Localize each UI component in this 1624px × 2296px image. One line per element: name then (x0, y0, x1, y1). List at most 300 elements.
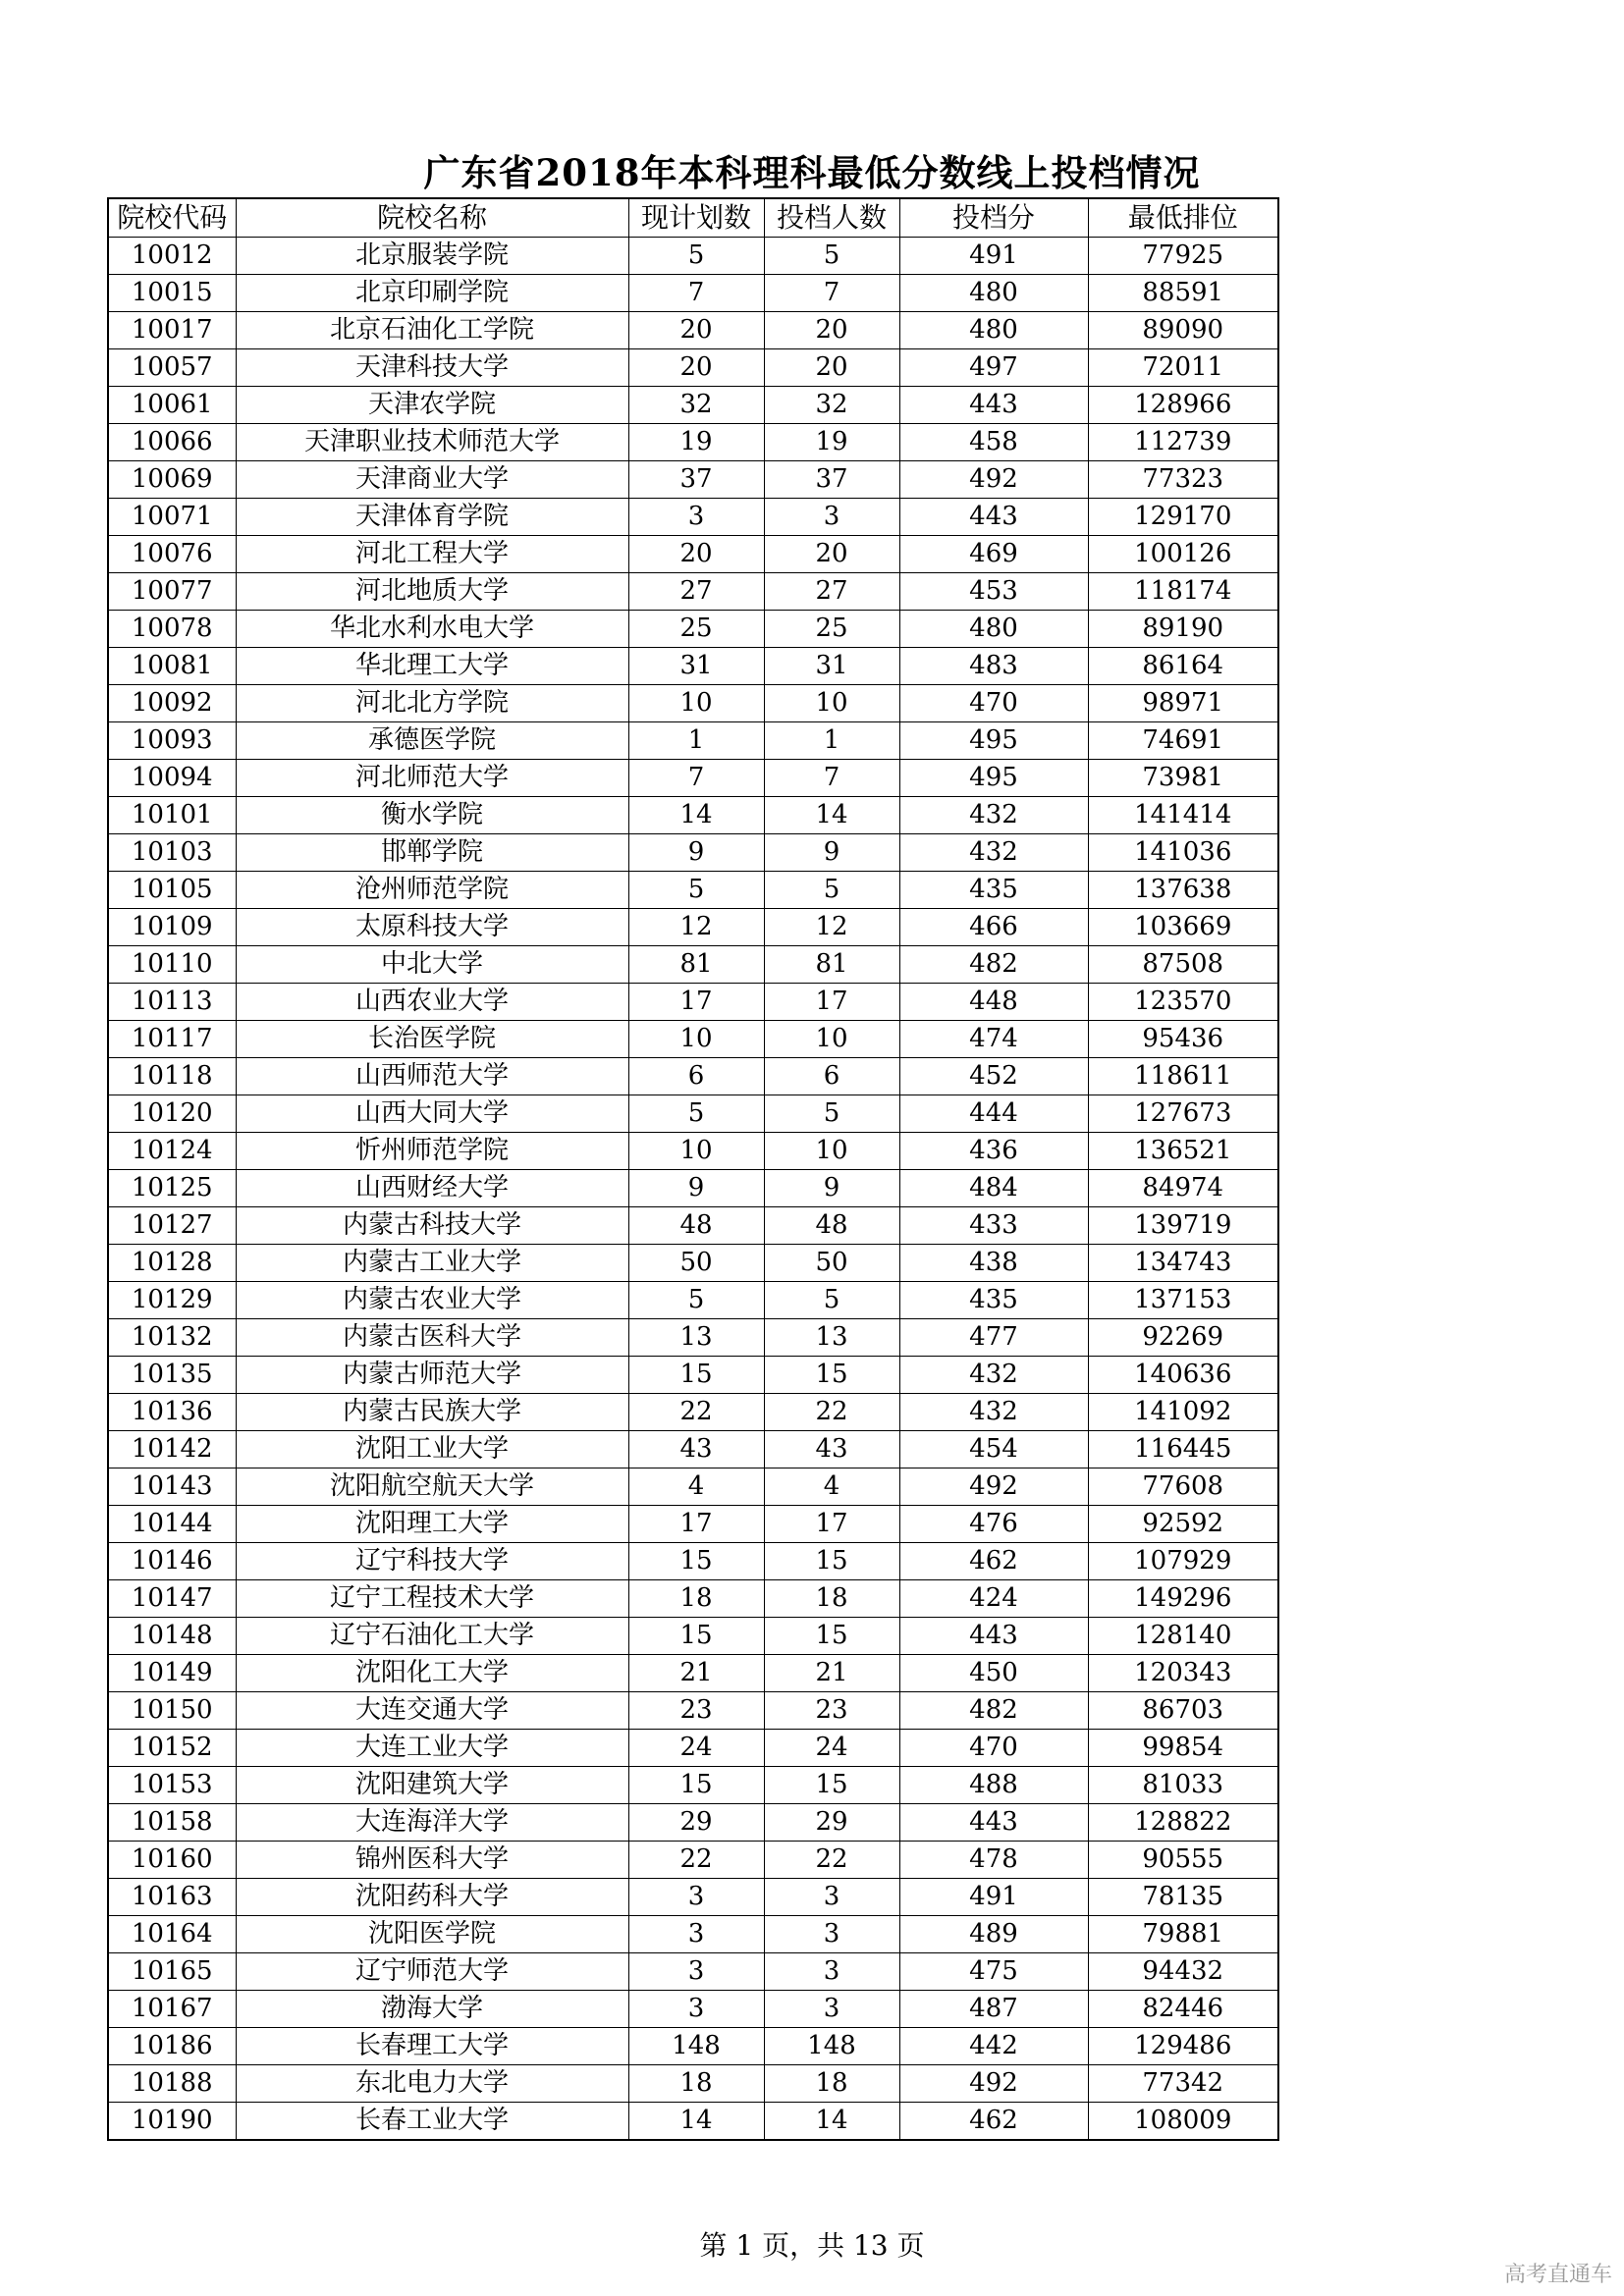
cell-school-name: 北京石油化工学院 (236, 312, 628, 349)
cell-admitted-count: 12 (764, 909, 899, 946)
cell-lowest-rank: 107929 (1088, 1543, 1278, 1580)
table-row (108, 1319, 1278, 1357)
cell-school-code: 10142 (108, 1431, 236, 1468)
cell-cutoff-score: 469 (899, 536, 1088, 573)
cell-admitted-count: 23 (764, 1692, 899, 1730)
cell-admitted-count: 43 (764, 1431, 899, 1468)
cell-admitted-count: 15 (764, 1767, 899, 1804)
cell-school-name: 华北水利水电大学 (236, 611, 628, 648)
cell-admitted-count: 5 (764, 1095, 899, 1133)
cell-school-name: 内蒙古师范大学 (236, 1357, 628, 1394)
cell-admitted-count: 22 (764, 1842, 899, 1879)
cell-school-code: 10061 (108, 387, 236, 424)
cell-cutoff-score: 435 (899, 872, 1088, 909)
cell-school-code: 10148 (108, 1618, 236, 1655)
cell-lowest-rank: 98971 (1088, 685, 1278, 722)
cell-plan-count: 3 (628, 499, 764, 536)
cell-lowest-rank: 77608 (1088, 1468, 1278, 1506)
cell-cutoff-score: 470 (899, 1730, 1088, 1767)
cell-cutoff-score: 478 (899, 1842, 1088, 1879)
table-row (108, 872, 1278, 909)
cell-cutoff-score: 443 (899, 387, 1088, 424)
cell-plan-count: 37 (628, 461, 764, 499)
cell-plan-count: 25 (628, 611, 764, 648)
table-row (108, 2065, 1278, 2103)
cell-cutoff-score: 480 (899, 611, 1088, 648)
table-row (108, 573, 1278, 611)
cell-plan-count: 15 (628, 1767, 764, 1804)
cell-plan-count: 14 (628, 2103, 764, 2141)
table-row (108, 238, 1278, 275)
cell-cutoff-score: 454 (899, 1431, 1088, 1468)
table-row (108, 1282, 1278, 1319)
cell-cutoff-score: 443 (899, 1618, 1088, 1655)
cell-lowest-rank: 127673 (1088, 1095, 1278, 1133)
cell-lowest-rank: 129486 (1088, 2028, 1278, 2065)
cell-plan-count: 3 (628, 1953, 764, 1991)
cell-admitted-count: 81 (764, 946, 899, 984)
cell-school-name: 大连交通大学 (236, 1692, 628, 1730)
cell-admitted-count: 24 (764, 1730, 899, 1767)
cell-cutoff-score: 492 (899, 461, 1088, 499)
cell-lowest-rank: 79881 (1088, 1916, 1278, 1953)
table-row (108, 1655, 1278, 1692)
cell-school-code: 10158 (108, 1804, 236, 1842)
cell-admitted-count: 7 (764, 760, 899, 797)
cell-cutoff-score: 436 (899, 1133, 1088, 1170)
cell-school-code: 10190 (108, 2103, 236, 2141)
cell-school-code: 10125 (108, 1170, 236, 1207)
table-row (108, 722, 1278, 760)
table-row (108, 984, 1278, 1021)
cell-cutoff-score: 443 (899, 499, 1088, 536)
cell-school-code: 10093 (108, 722, 236, 760)
cell-lowest-rank: 116445 (1088, 1431, 1278, 1468)
cell-school-code: 10105 (108, 872, 236, 909)
table-row (108, 946, 1278, 984)
cell-school-code: 10110 (108, 946, 236, 984)
cell-school-code: 10069 (108, 461, 236, 499)
cell-school-code: 10066 (108, 424, 236, 461)
cell-school-code: 10163 (108, 1879, 236, 1916)
cell-school-code: 10012 (108, 238, 236, 275)
header-school-name: 院校名称 (236, 198, 628, 238)
cell-plan-count: 5 (628, 1095, 764, 1133)
table-row (108, 349, 1278, 387)
cell-school-code: 10152 (108, 1730, 236, 1767)
cell-school-name: 大连工业大学 (236, 1730, 628, 1767)
cell-lowest-rank: 136521 (1088, 1133, 1278, 1170)
cell-lowest-rank: 88591 (1088, 275, 1278, 312)
cell-school-code: 10132 (108, 1319, 236, 1357)
cell-admitted-count: 48 (764, 1207, 899, 1245)
cell-school-name: 河北地质大学 (236, 573, 628, 611)
cell-admitted-count: 15 (764, 1543, 899, 1580)
cell-admitted-count: 1 (764, 722, 899, 760)
cell-plan-count: 10 (628, 1021, 764, 1058)
cell-plan-count: 31 (628, 648, 764, 685)
cell-plan-count: 81 (628, 946, 764, 984)
cell-lowest-rank: 118611 (1088, 1058, 1278, 1095)
cell-lowest-rank: 90555 (1088, 1842, 1278, 1879)
cell-school-code: 10094 (108, 760, 236, 797)
table-header-row (108, 198, 1278, 238)
cell-school-name: 河北北方学院 (236, 685, 628, 722)
cell-school-name: 长春理工大学 (236, 2028, 628, 2065)
cell-plan-count: 3 (628, 1916, 764, 1953)
cell-plan-count: 19 (628, 424, 764, 461)
cell-cutoff-score: 488 (899, 1767, 1088, 1804)
cell-plan-count: 7 (628, 275, 764, 312)
cell-admitted-count: 9 (764, 1170, 899, 1207)
cell-school-name: 山西财经大学 (236, 1170, 628, 1207)
table-row (108, 275, 1278, 312)
cell-cutoff-score: 474 (899, 1021, 1088, 1058)
cell-school-code: 10120 (108, 1095, 236, 1133)
table-row (108, 685, 1278, 722)
cell-plan-count: 7 (628, 760, 764, 797)
table-row (108, 1804, 1278, 1842)
cell-school-name: 天津科技大学 (236, 349, 628, 387)
cell-cutoff-score: 487 (899, 1991, 1088, 2028)
cell-admitted-count: 148 (764, 2028, 899, 2065)
cell-admitted-count: 22 (764, 1394, 899, 1431)
cell-lowest-rank: 99854 (1088, 1730, 1278, 1767)
cell-school-name: 辽宁科技大学 (236, 1543, 628, 1580)
cell-school-code: 10143 (108, 1468, 236, 1506)
cell-school-code: 10071 (108, 499, 236, 536)
cell-school-name: 沈阳化工大学 (236, 1655, 628, 1692)
cell-cutoff-score: 442 (899, 2028, 1088, 2065)
cell-school-code: 10078 (108, 611, 236, 648)
cell-plan-count: 1 (628, 722, 764, 760)
cell-plan-count: 20 (628, 312, 764, 349)
cell-school-name: 沈阳药科大学 (236, 1879, 628, 1916)
cell-school-code: 10186 (108, 2028, 236, 2065)
cell-cutoff-score: 432 (899, 1394, 1088, 1431)
table-row (108, 1170, 1278, 1207)
cell-lowest-rank: 141036 (1088, 834, 1278, 872)
cell-admitted-count: 4 (764, 1468, 899, 1506)
table-row (108, 1133, 1278, 1170)
cell-school-code: 10057 (108, 349, 236, 387)
cell-school-name: 沈阳医学院 (236, 1916, 628, 1953)
cell-school-name: 内蒙古工业大学 (236, 1245, 628, 1282)
cell-lowest-rank: 87508 (1088, 946, 1278, 984)
cell-plan-count: 22 (628, 1394, 764, 1431)
cell-lowest-rank: 92592 (1088, 1506, 1278, 1543)
table-row (108, 1506, 1278, 1543)
cell-cutoff-score: 491 (899, 1879, 1088, 1916)
cell-plan-count: 12 (628, 909, 764, 946)
cell-lowest-rank: 149296 (1088, 1580, 1278, 1618)
cell-lowest-rank: 89190 (1088, 611, 1278, 648)
cell-cutoff-score: 433 (899, 1207, 1088, 1245)
cell-lowest-rank: 92269 (1088, 1319, 1278, 1357)
cell-plan-count: 5 (628, 238, 764, 275)
watermark-text: 高考直通车 (1503, 2263, 1612, 2287)
cell-admitted-count: 9 (764, 834, 899, 872)
cell-school-code: 10167 (108, 1991, 236, 2028)
cell-cutoff-score: 495 (899, 722, 1088, 760)
cell-plan-count: 18 (628, 2065, 764, 2103)
cell-plan-count: 9 (628, 834, 764, 872)
cell-school-name: 内蒙古民族大学 (236, 1394, 628, 1431)
cell-school-code: 10081 (108, 648, 236, 685)
cell-cutoff-score: 444 (899, 1095, 1088, 1133)
cell-school-code: 10160 (108, 1842, 236, 1879)
table-row (108, 797, 1278, 834)
cell-school-code: 10164 (108, 1916, 236, 1953)
cell-cutoff-score: 435 (899, 1282, 1088, 1319)
table-row (108, 1468, 1278, 1506)
cell-admitted-count: 18 (764, 1580, 899, 1618)
cell-school-code: 10017 (108, 312, 236, 349)
cell-admitted-count: 20 (764, 349, 899, 387)
cell-admitted-count: 31 (764, 648, 899, 685)
table-row (108, 909, 1278, 946)
cell-cutoff-score: 458 (899, 424, 1088, 461)
table-row (108, 1245, 1278, 1282)
cell-school-name: 辽宁师范大学 (236, 1953, 628, 1991)
cell-school-name: 内蒙古科技大学 (236, 1207, 628, 1245)
cell-plan-count: 29 (628, 1804, 764, 1842)
cell-lowest-rank: 82446 (1088, 1991, 1278, 2028)
cell-cutoff-score: 482 (899, 946, 1088, 984)
table-row (108, 2103, 1278, 2141)
header-cutoff-score: 投档分 (899, 198, 1088, 238)
cell-school-name: 忻州师范学院 (236, 1133, 628, 1170)
cell-plan-count: 15 (628, 1618, 764, 1655)
cell-school-code: 10076 (108, 536, 236, 573)
cell-lowest-rank: 86164 (1088, 648, 1278, 685)
cell-plan-count: 10 (628, 1133, 764, 1170)
cell-plan-count: 4 (628, 1468, 764, 1506)
cell-plan-count: 3 (628, 1879, 764, 1916)
table-row (108, 1580, 1278, 1618)
cell-plan-count: 24 (628, 1730, 764, 1767)
cell-plan-count: 21 (628, 1655, 764, 1692)
cell-school-code: 10113 (108, 984, 236, 1021)
cell-lowest-rank: 128822 (1088, 1804, 1278, 1842)
cell-school-name: 内蒙古医科大学 (236, 1319, 628, 1357)
cell-lowest-rank: 73981 (1088, 760, 1278, 797)
cell-cutoff-score: 453 (899, 573, 1088, 611)
cell-admitted-count: 10 (764, 1133, 899, 1170)
cell-school-name: 太原科技大学 (236, 909, 628, 946)
cell-cutoff-score: 492 (899, 1468, 1088, 1506)
cell-lowest-rank: 134743 (1088, 1245, 1278, 1282)
cell-lowest-rank: 100126 (1088, 536, 1278, 573)
table-row (108, 1095, 1278, 1133)
cell-lowest-rank: 89090 (1088, 312, 1278, 349)
header-admitted-count: 投档人数 (764, 198, 899, 238)
cell-school-code: 10103 (108, 834, 236, 872)
table-row (108, 1058, 1278, 1095)
cell-lowest-rank: 129170 (1088, 499, 1278, 536)
cell-school-code: 10127 (108, 1207, 236, 1245)
table-row (108, 1991, 1278, 2028)
cell-admitted-count: 20 (764, 536, 899, 573)
cell-lowest-rank: 137638 (1088, 872, 1278, 909)
cell-cutoff-score: 424 (899, 1580, 1088, 1618)
cell-admitted-count: 3 (764, 1991, 899, 2028)
cell-cutoff-score: 448 (899, 984, 1088, 1021)
cell-school-name: 渤海大学 (236, 1991, 628, 2028)
cell-lowest-rank: 128140 (1088, 1618, 1278, 1655)
cell-cutoff-score: 450 (899, 1655, 1088, 1692)
header-plan-count: 现计划数 (628, 198, 764, 238)
cell-admitted-count: 3 (764, 1879, 899, 1916)
cell-plan-count: 10 (628, 685, 764, 722)
cell-plan-count: 13 (628, 1319, 764, 1357)
header-lowest-rank: 最低排位 (1088, 198, 1278, 238)
cell-school-code: 10077 (108, 573, 236, 611)
cell-lowest-rank: 140636 (1088, 1357, 1278, 1394)
cell-plan-count: 32 (628, 387, 764, 424)
cell-school-code: 10147 (108, 1580, 236, 1618)
cell-admitted-count: 10 (764, 1021, 899, 1058)
cell-school-code: 10092 (108, 685, 236, 722)
cell-cutoff-score: 452 (899, 1058, 1088, 1095)
cell-cutoff-score: 480 (899, 312, 1088, 349)
cell-lowest-rank: 141414 (1088, 797, 1278, 834)
cell-school-name: 沧州师范学院 (236, 872, 628, 909)
cell-school-name: 北京印刷学院 (236, 275, 628, 312)
cell-lowest-rank: 139719 (1088, 1207, 1278, 1245)
cell-plan-count: 50 (628, 1245, 764, 1282)
cell-school-code: 10118 (108, 1058, 236, 1095)
cell-lowest-rank: 141092 (1088, 1394, 1278, 1431)
cell-school-name: 东北电力大学 (236, 2065, 628, 2103)
cell-plan-count: 17 (628, 1506, 764, 1543)
cell-school-name: 沈阳工业大学 (236, 1431, 628, 1468)
cell-lowest-rank: 128966 (1088, 387, 1278, 424)
cell-admitted-count: 32 (764, 387, 899, 424)
table-row (108, 611, 1278, 648)
cell-plan-count: 5 (628, 1282, 764, 1319)
table-row (108, 760, 1278, 797)
cell-plan-count: 27 (628, 573, 764, 611)
cell-lowest-rank: 74691 (1088, 722, 1278, 760)
table-row (108, 461, 1278, 499)
cell-lowest-rank: 120343 (1088, 1655, 1278, 1692)
cell-school-code: 10129 (108, 1282, 236, 1319)
cell-admitted-count: 17 (764, 984, 899, 1021)
cell-cutoff-score: 438 (899, 1245, 1088, 1282)
cell-lowest-rank: 78135 (1088, 1879, 1278, 1916)
table-row (108, 387, 1278, 424)
cell-school-name: 河北师范大学 (236, 760, 628, 797)
cell-school-name: 河北工程大学 (236, 536, 628, 573)
cell-admitted-count: 37 (764, 461, 899, 499)
cell-school-name: 北京服装学院 (236, 238, 628, 275)
table-row (108, 1021, 1278, 1058)
cell-admitted-count: 6 (764, 1058, 899, 1095)
table-row (108, 1618, 1278, 1655)
cell-plan-count: 48 (628, 1207, 764, 1245)
cell-admitted-count: 10 (764, 685, 899, 722)
cell-cutoff-score: 470 (899, 685, 1088, 722)
cell-school-code: 10150 (108, 1692, 236, 1730)
cell-cutoff-score: 432 (899, 797, 1088, 834)
cell-admitted-count: 3 (764, 1953, 899, 1991)
cell-school-code: 10144 (108, 1506, 236, 1543)
cell-plan-count: 15 (628, 1357, 764, 1394)
cell-school-code: 10149 (108, 1655, 236, 1692)
cell-school-name: 沈阳航空航天大学 (236, 1468, 628, 1506)
cell-admitted-count: 13 (764, 1319, 899, 1357)
cell-school-code: 10101 (108, 797, 236, 834)
table-row (108, 424, 1278, 461)
cell-plan-count: 5 (628, 872, 764, 909)
cell-cutoff-score: 489 (899, 1916, 1088, 1953)
cell-school-name: 沈阳建筑大学 (236, 1767, 628, 1804)
cell-school-name: 中北大学 (236, 946, 628, 984)
cell-school-name: 天津农学院 (236, 387, 628, 424)
cell-plan-count: 20 (628, 349, 764, 387)
cell-cutoff-score: 495 (899, 760, 1088, 797)
cell-plan-count: 9 (628, 1170, 764, 1207)
cell-admitted-count: 29 (764, 1804, 899, 1842)
cell-school-name: 长春工业大学 (236, 2103, 628, 2141)
cell-school-name: 山西师范大学 (236, 1058, 628, 1095)
cell-school-name: 邯郸学院 (236, 834, 628, 872)
cell-school-code: 10128 (108, 1245, 236, 1282)
table-row (108, 1543, 1278, 1580)
cell-school-name: 天津商业大学 (236, 461, 628, 499)
cell-admitted-count: 5 (764, 238, 899, 275)
cell-cutoff-score: 492 (899, 2065, 1088, 2103)
cell-lowest-rank: 77342 (1088, 2065, 1278, 2103)
cell-lowest-rank: 86703 (1088, 1692, 1278, 1730)
table-row (108, 1842, 1278, 1879)
cell-lowest-rank: 118174 (1088, 573, 1278, 611)
cell-lowest-rank: 81033 (1088, 1767, 1278, 1804)
cell-school-name: 山西农业大学 (236, 984, 628, 1021)
cell-school-name: 衡水学院 (236, 797, 628, 834)
cell-school-code: 10153 (108, 1767, 236, 1804)
cell-admitted-count: 3 (764, 499, 899, 536)
cell-cutoff-score: 462 (899, 1543, 1088, 1580)
cell-admitted-count: 19 (764, 424, 899, 461)
cell-school-code: 10165 (108, 1953, 236, 1991)
cell-lowest-rank: 108009 (1088, 2103, 1278, 2141)
cell-cutoff-score: 475 (899, 1953, 1088, 1991)
cell-plan-count: 17 (628, 984, 764, 1021)
page-title: 广东省2018年本科理科最低分数线上投档情况 (423, 151, 1201, 194)
cell-admitted-count: 27 (764, 573, 899, 611)
table-row (108, 1916, 1278, 1953)
cell-lowest-rank: 94432 (1088, 1953, 1278, 1991)
cell-admitted-count: 21 (764, 1655, 899, 1692)
cell-admitted-count: 5 (764, 872, 899, 909)
table-row (108, 1207, 1278, 1245)
cell-lowest-rank: 123570 (1088, 984, 1278, 1021)
cell-school-name: 承德医学院 (236, 722, 628, 760)
cell-school-name: 华北理工大学 (236, 648, 628, 685)
table-row (108, 1692, 1278, 1730)
cell-lowest-rank: 77925 (1088, 238, 1278, 275)
cell-school-name: 锦州医科大学 (236, 1842, 628, 1879)
cell-school-name: 内蒙古农业大学 (236, 1282, 628, 1319)
cell-school-name: 辽宁工程技术大学 (236, 1580, 628, 1618)
cell-cutoff-score: 480 (899, 275, 1088, 312)
cell-cutoff-score: 497 (899, 349, 1088, 387)
cell-school-code: 10146 (108, 1543, 236, 1580)
cell-lowest-rank: 137153 (1088, 1282, 1278, 1319)
table-row (108, 1953, 1278, 1991)
